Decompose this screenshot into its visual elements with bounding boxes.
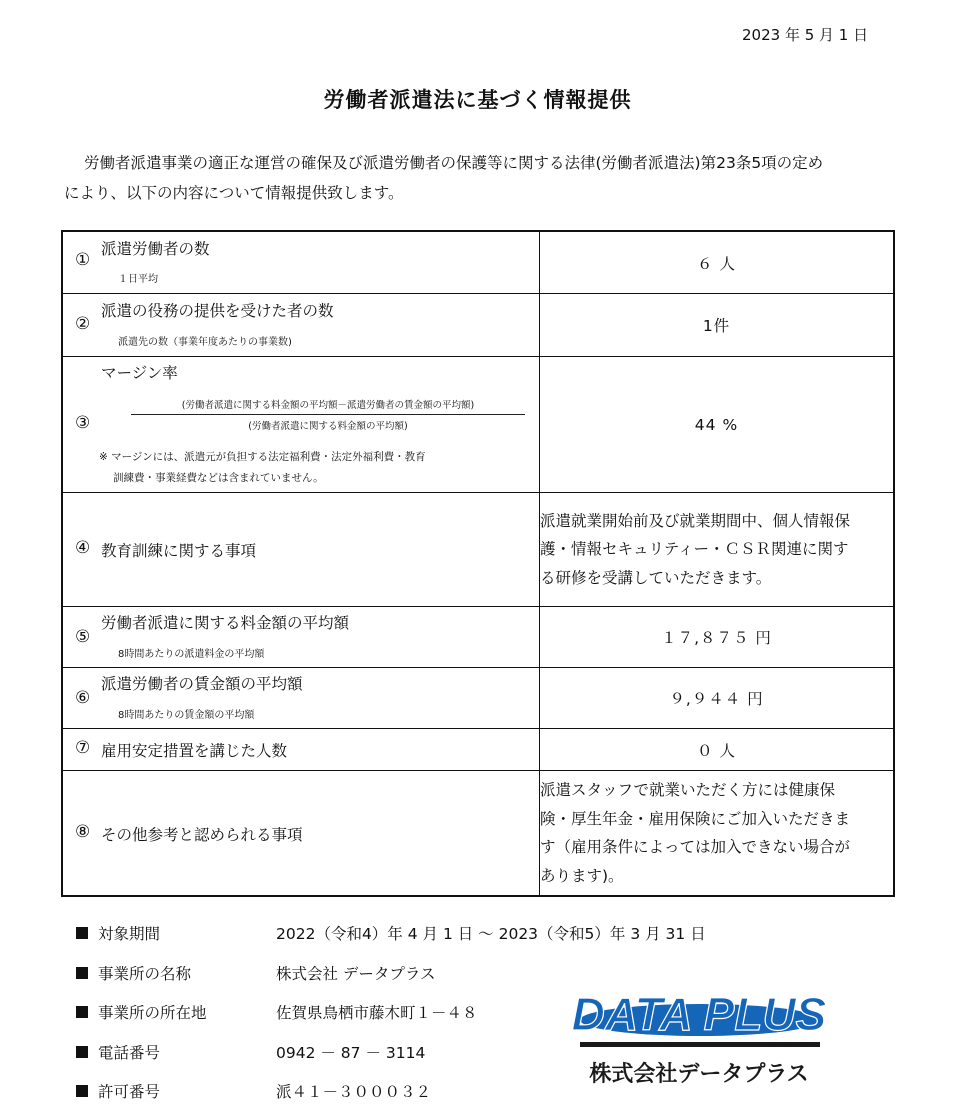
row-label: 派遣労働者の数 — [101, 240, 210, 258]
row-label: 教育訓練に関する事項 — [101, 542, 257, 560]
row-label-cell — [62, 294, 540, 357]
square-bullet-icon — [76, 1046, 88, 1058]
table-row — [62, 357, 894, 493]
square-bullet-icon — [76, 1006, 88, 1018]
info-label: 事業所の名称 — [98, 964, 192, 983]
table-row — [62, 607, 894, 668]
fraction-denominator: (労働者派遣に関する料金額の平均額) — [248, 421, 408, 432]
value-line: 険・厚生年金・雇用保険にご加入いただきま — [540, 809, 851, 828]
row-sublabel: 8時間あたりの賃金額の平均額 — [118, 710, 255, 721]
row-label-cell — [62, 668, 540, 729]
row-value-text — [540, 771, 895, 897]
info-label: 許可番号 — [98, 1083, 161, 1101]
row-label-cell — [62, 357, 540, 493]
value-line: 護・情報セキュリティー・ＣＳＲ関連に関す — [540, 540, 849, 559]
row-number: ② — [75, 314, 91, 334]
row-value: １７,８７５ 円 — [540, 607, 895, 668]
row-number: ④ — [75, 538, 91, 558]
row-number: ⑥ — [75, 688, 91, 708]
square-bullet-icon — [76, 927, 88, 939]
info-table — [61, 230, 895, 897]
value-line: あります)。 — [540, 866, 624, 885]
row-label: その他参考と認められる事項 — [101, 826, 303, 844]
row-label: マージン率 — [101, 364, 178, 382]
fraction-bar — [131, 414, 525, 415]
value-line: す（雇用条件によっては加入できない場合が — [540, 838, 851, 856]
logo-company-name: 株式会社データプラス — [589, 1062, 809, 1087]
row-label-cell — [62, 493, 540, 607]
fraction-numerator: (労働者派遣に関する料金額の平均額－派遣労働者の賃金額の平均額) — [181, 400, 475, 411]
margin-note-line-1: ※ マージンには、派遣元が負担する法定福利費・法定外福利費・教育 — [99, 451, 426, 463]
info-value: 派４１－３０００３２ — [276, 1083, 432, 1101]
info-value: 佐賀県鳥栖市藤木町１－４８ — [276, 1004, 478, 1022]
document-title: 労働者派遣法に基づく情報提供 — [323, 88, 632, 112]
margin-note-line-2: 訓練費・事業経費などは含まれていません。 — [113, 472, 324, 484]
row-number: ⑧ — [75, 822, 91, 842]
table-row — [62, 668, 894, 729]
table-row — [62, 294, 894, 357]
row-label-cell — [62, 607, 540, 668]
row-label: 労働者派遣に関する料金額の平均額 — [101, 614, 350, 632]
document-date: 2023 年 5 月 1 日 — [742, 26, 869, 44]
row-value: ６ 人 — [540, 231, 895, 294]
info-label: 事業所の所在地 — [98, 1004, 207, 1022]
logo-mark: DATA PLUS — [571, 988, 827, 1040]
info-value: 株式会社 データプラス — [276, 964, 436, 983]
row-sublabel: １日平均 — [118, 274, 158, 285]
row-number: ⑤ — [75, 627, 91, 647]
row-label-cell — [62, 729, 540, 771]
intro-line-1: 労働者派遣事業の適正な運営の確保及び派遣労働者の保護等に関する法律(労働者派遣法)第23条5項の定め — [84, 154, 824, 172]
row-value: ９,９４４ 円 — [540, 668, 895, 729]
row-value: ０ 人 — [540, 729, 895, 771]
info-label: 電話番号 — [98, 1043, 161, 1062]
value-line: る研修を受講していただきます。 — [540, 568, 772, 587]
row-number: ⑦ — [75, 738, 91, 758]
row-value: 44 % — [540, 357, 895, 493]
row-label: 派遣の役務の提供を受けた者の数 — [101, 302, 334, 320]
info-value: 2022（令和4）年 4 月 1 日 〜 2023（令和5）年 3 月 31 日 — [276, 925, 706, 943]
info-label: 対象期間 — [98, 925, 161, 943]
table-row — [62, 231, 894, 294]
value-line: 派遣就業開始前及び就業期間中、個人情報保 — [540, 511, 851, 530]
intro-paragraph — [64, 148, 894, 208]
company-logo — [568, 980, 830, 1090]
row-label: 雇用安定措置を講じた人数 — [101, 742, 288, 760]
table-row — [62, 729, 894, 771]
row-number: ① — [75, 250, 91, 270]
row-value: 1件 — [540, 294, 895, 357]
row-number: ③ — [75, 413, 91, 433]
row-label-cell — [62, 231, 540, 294]
row-label: 派遣労働者の賃金額の平均額 — [101, 675, 303, 693]
table-row — [62, 771, 894, 897]
row-label-cell — [62, 771, 540, 897]
row-sublabel: 8時間あたりの派遣料金の平均額 — [118, 649, 265, 660]
row-value-text — [540, 493, 895, 607]
table-row — [62, 493, 894, 607]
intro-line-2: により、以下の内容について情報提供致します。 — [64, 184, 404, 202]
row-sublabel: 派遣先の数（事業年度あたりの事業数) — [118, 337, 292, 348]
square-bullet-icon — [76, 967, 88, 979]
square-bullet-icon — [76, 1085, 88, 1097]
value-line: 派遣スタッフで就業いただく方には健康保 — [540, 781, 835, 799]
info-value: 0942 － 87 － 3114 — [276, 1043, 426, 1062]
logo-bar — [580, 1042, 820, 1047]
